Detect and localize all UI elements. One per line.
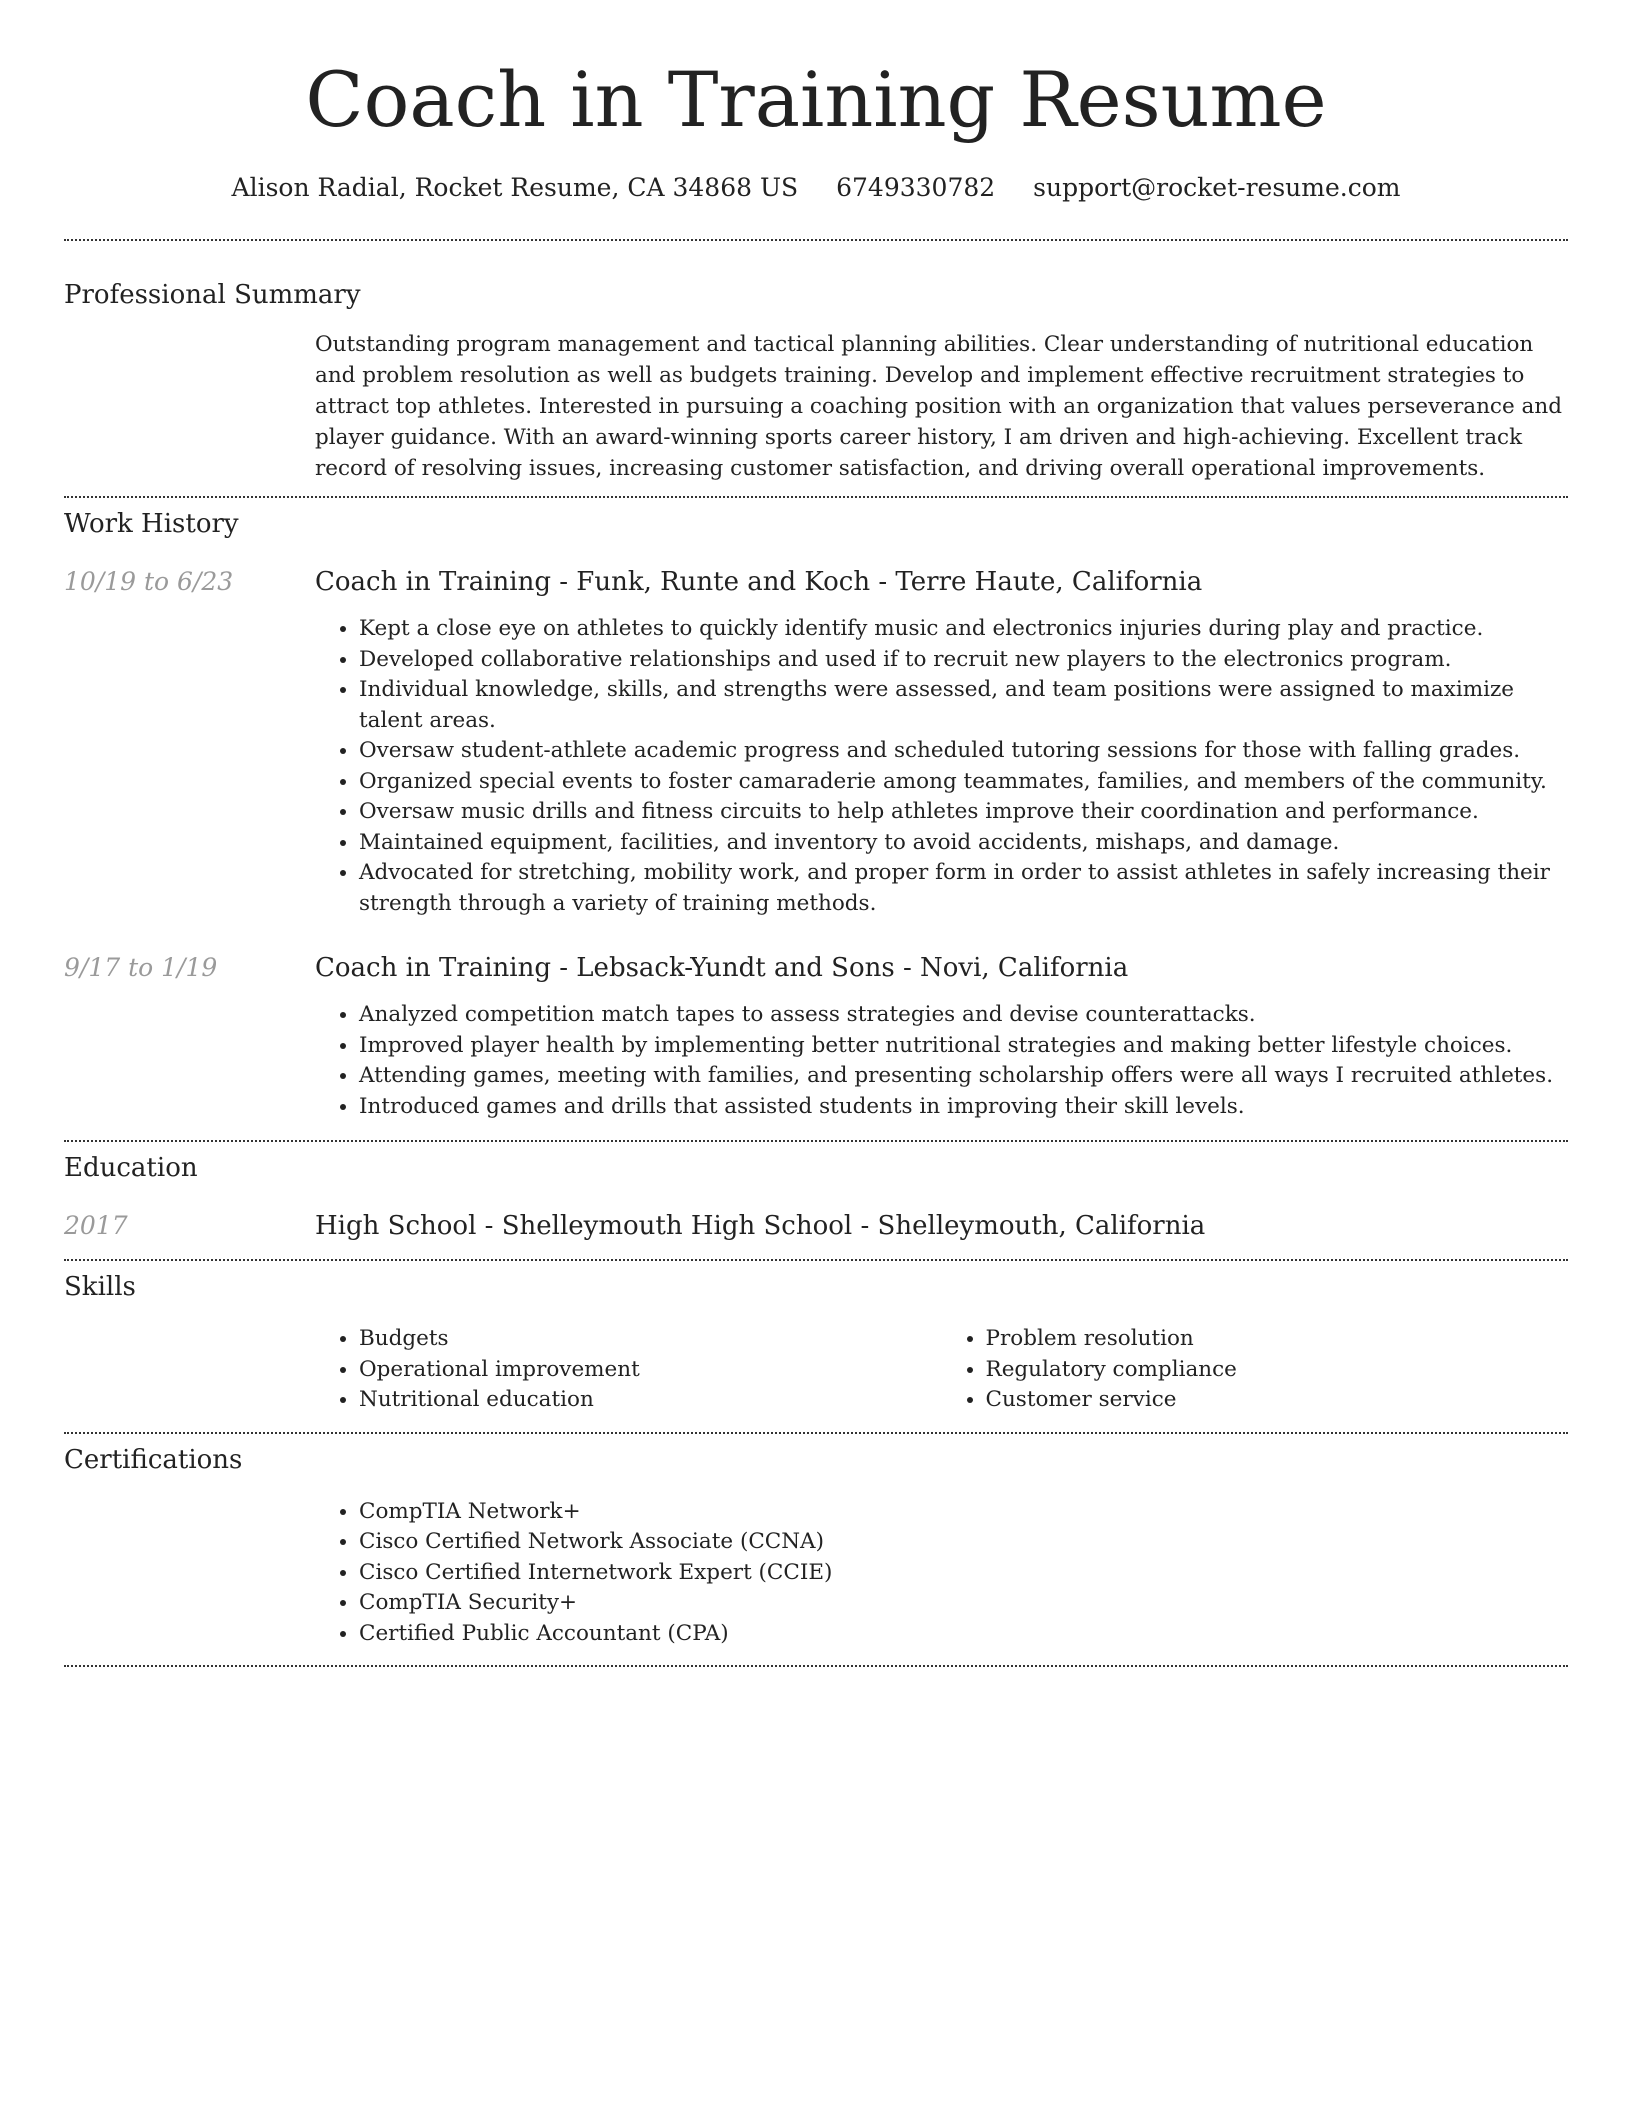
job-entry <box>64 951 1568 1122</box>
skill-item: • Operational improvement <box>359 1355 942 1386</box>
resume-page <box>64 0 1568 1667</box>
education-year: 2017 <box>64 1211 128 1240</box>
job-entry <box>64 565 1568 919</box>
job-bullet: • Advocated for stretching, mobility work, and proper form in order to assist athletes in safely increasing their strength through a variety of training methods. <box>359 858 1568 919</box>
certifications-list <box>315 1497 1568 1650</box>
contact-email: support@rocket-resume.com <box>1033 173 1401 202</box>
job-bullets <box>315 614 1568 919</box>
summary-section <box>64 278 1568 484</box>
job-bullet: • Developed collaborative relationships and used if to recruit new players to the electronics program. <box>359 645 1568 676</box>
job-title: Coach in Training - Funk, Runte and Koch - Terre Haute, California <box>315 567 1203 597</box>
job-dates: 10/19 to 6/23 <box>64 567 234 596</box>
contact-line <box>64 171 1568 205</box>
work-history-heading: Work History <box>64 509 239 539</box>
contact-phone: 6749330782 <box>836 173 996 202</box>
resume-title: Coach in Training Resume <box>305 55 1327 144</box>
certifications-section <box>64 1443 1568 1650</box>
job-bullets <box>315 1000 1568 1122</box>
skill-item: • Customer service <box>986 1385 1569 1416</box>
job-bullet: • Individual knowledge, skills, and strengths were assessed, and team positions were assigned to maximize talent areas. <box>359 675 1568 736</box>
certification-item: • Certified Public Accountant (CPA) <box>359 1619 1568 1650</box>
job-title: Coach in Training - Lebsack-Yundt and Sons - Novi, California <box>315 953 1129 983</box>
job-bullet: • Maintained equipment, facilities, and inventory to avoid accidents, mishaps, and damage. <box>359 828 1568 859</box>
skills-heading: Skills <box>64 1272 136 1302</box>
certification-item: • Cisco Certified Internetwork Expert (CCIE) <box>359 1558 1568 1589</box>
divider <box>64 1140 1568 1142</box>
divider <box>64 1259 1568 1261</box>
divider <box>64 496 1568 498</box>
skill-item: • Nutritional education <box>359 1385 942 1416</box>
job-dates: 9/17 to 1/19 <box>64 953 218 982</box>
education-entry: High School - Shelleymouth High School - Shelleymouth, California <box>315 1211 1206 1241</box>
job-bullet: • Analyzed competition match tapes to assess strategies and devise counterattacks. <box>359 1000 1568 1031</box>
skill-item: • Budgets <box>359 1324 942 1355</box>
skills-section <box>64 1270 1568 1416</box>
education-heading: Education <box>64 1153 198 1183</box>
contact-address: Alison Radial, Rocket Resume, CA 34868 US <box>231 173 799 202</box>
job-bullet: • Introduced games and drills that assisted students in improving their skill levels. <box>359 1092 1568 1123</box>
summary-heading: Professional Summary <box>64 280 361 310</box>
work-history-section <box>64 507 1568 1122</box>
job-bullet: • Oversaw music drills and fitness circuits to help athletes improve their coordination and performance. <box>359 797 1568 828</box>
certification-item: • CompTIA Network+ <box>359 1497 1568 1528</box>
divider <box>64 239 1568 241</box>
skills-list-right <box>942 1324 1569 1416</box>
divider <box>64 1432 1568 1434</box>
summary-text: Outstanding program management and tactical planning abilities. Clear understanding of nutritional education and problem resolution as well as budgets training. Develop and implement effective recruitment strategies to attract top athletes. Interested in pursuing a coaching position with an organization that values perseverance and player guidance. With an award-winning sports career history, I am driven and high-achieving. Excellent track record of resolving issues, increasing customer satisfaction, and driving overall operational improvements. <box>315 332 1562 481</box>
education-section <box>64 1151 1568 1243</box>
skills-list-left <box>315 1324 942 1416</box>
job-bullet: • Improved player health by implementing better nutritional strategies and making better lifestyle choices. <box>359 1031 1568 1062</box>
divider <box>64 1665 1568 1667</box>
certification-item: • Cisco Certified Network Associate (CCNA) <box>359 1527 1568 1558</box>
job-bullet: • Organized special events to foster camaraderie among teammates, families, and members of the community. <box>359 767 1568 798</box>
certifications-heading: Certifications <box>64 1444 243 1475</box>
skill-item: • Problem resolution <box>986 1324 1569 1355</box>
skill-item: • Regulatory compliance <box>986 1355 1569 1386</box>
job-bullet: • Oversaw student-athlete academic progress and scheduled tutoring sessions for those with falling grades. <box>359 736 1568 767</box>
certification-item: • CompTIA Security+ <box>359 1588 1568 1619</box>
job-bullet: • Attending games, meeting with families, and presenting scholarship offers were all ways I recruited athletes. <box>359 1061 1568 1092</box>
job-bullet: • Kept a close eye on athletes to quickly identify music and electronics injuries during play and practice. <box>359 614 1568 645</box>
